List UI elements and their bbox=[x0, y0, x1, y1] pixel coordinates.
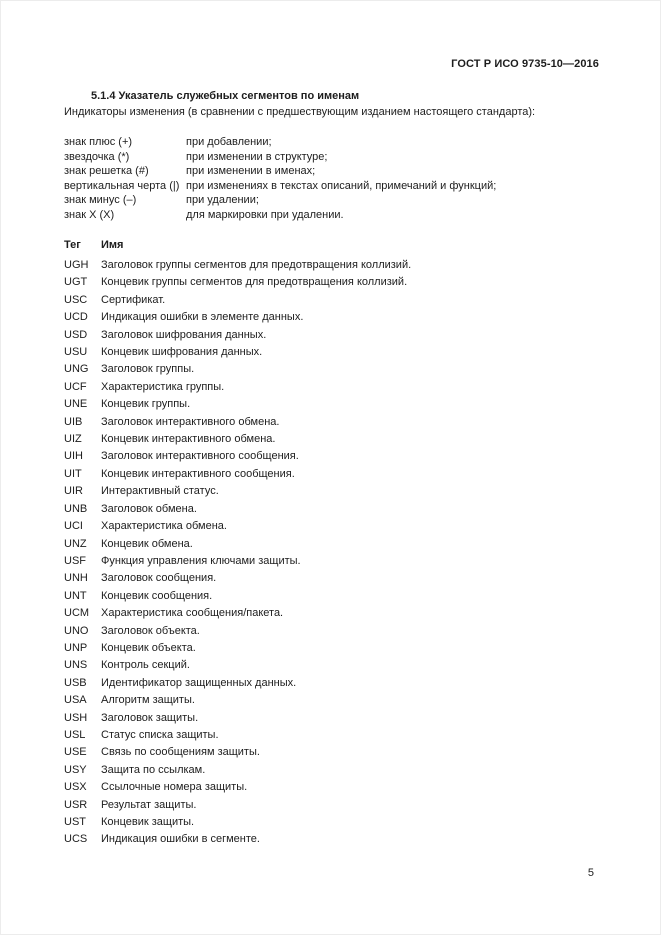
indicator-row bbox=[64, 179, 602, 194]
segment-name: Заголовок объекта. bbox=[101, 624, 200, 637]
segment-tag: UNG bbox=[64, 363, 89, 376]
segment-name: Заголовок обмена. bbox=[101, 502, 197, 515]
segment-tag: UNP bbox=[64, 641, 88, 654]
segment-name: Индикация ошибки в сегменте. bbox=[101, 833, 260, 846]
segment-tag: USA bbox=[64, 694, 87, 707]
segment-name: Концевик объекта. bbox=[101, 641, 196, 654]
segment-name: Защита по ссылкам. bbox=[101, 763, 206, 776]
segment-name: Заголовок защиты. bbox=[101, 711, 199, 724]
indicator-term: вертикальная черта (|) bbox=[64, 179, 180, 192]
segment-tag: UGH bbox=[64, 259, 89, 271]
segment-tag: UCM bbox=[64, 607, 90, 620]
segment-tag: USD bbox=[64, 328, 88, 341]
page-number: 5 bbox=[587, 867, 594, 879]
table-row bbox=[64, 257, 602, 274]
indicator-row bbox=[64, 164, 602, 179]
table-row bbox=[64, 831, 602, 848]
segment-name: Заголовок шифрования данных. bbox=[101, 328, 267, 341]
segment-name: Заголовок группы сегментов для предотвращения коллизий. bbox=[101, 259, 412, 271]
segment-tag: UIR bbox=[64, 485, 83, 498]
segments-table bbox=[64, 257, 602, 849]
table-row bbox=[64, 292, 602, 309]
segment-name: Концевик интерактивного сообщения. bbox=[101, 467, 295, 480]
table-row bbox=[64, 797, 602, 814]
indicator-term: знак X (X) bbox=[64, 208, 115, 221]
segment-name: Заголовок интерактивного сообщения. bbox=[101, 450, 299, 463]
segment-tag: USL bbox=[64, 728, 86, 741]
table-row bbox=[64, 431, 602, 448]
segment-tag: UGT bbox=[64, 276, 88, 289]
segment-name: Концевик группы сегментов для предотвращения коллизий. bbox=[101, 276, 408, 289]
table-row bbox=[64, 744, 602, 761]
segment-tag: USF bbox=[64, 554, 86, 567]
segment-tag: USU bbox=[64, 346, 88, 359]
table-row bbox=[64, 309, 602, 326]
segment-tag: UST bbox=[64, 816, 86, 828]
segment-tag: UCS bbox=[64, 833, 88, 846]
table-row bbox=[64, 640, 602, 657]
segment-tag: UNO bbox=[64, 624, 89, 637]
table-row bbox=[64, 570, 602, 587]
table-row bbox=[64, 483, 602, 500]
section-heading: 5.1.4 Указатель служебных сегментов по именам bbox=[91, 90, 360, 102]
document-header bbox=[64, 58, 599, 70]
table-row bbox=[64, 623, 602, 640]
table-row bbox=[64, 361, 602, 378]
segment-name: Ссылочные номера защиты. bbox=[101, 781, 248, 794]
segment-tag: UIB bbox=[64, 415, 83, 428]
segment-name: Контроль секций. bbox=[101, 659, 190, 672]
column-header-name: Имя bbox=[101, 239, 124, 251]
table-row bbox=[64, 414, 602, 431]
segment-tag: USY bbox=[64, 763, 87, 776]
segment-name: Концевик обмена. bbox=[101, 537, 193, 550]
segment-tag: UNT bbox=[64, 589, 87, 602]
indicator-row bbox=[64, 135, 602, 150]
page-content bbox=[64, 90, 602, 849]
indicator-row bbox=[64, 150, 602, 165]
segment-tag: UNS bbox=[64, 659, 88, 672]
standard-designation: ГОСТ Р ИСО 9735-10—2016 bbox=[451, 58, 599, 70]
table-row bbox=[64, 675, 602, 692]
segment-name: Заголовок группы. bbox=[101, 363, 195, 376]
segment-name: Концевик шифрования данных. bbox=[101, 346, 263, 359]
table-row bbox=[64, 327, 602, 344]
column-header-tag: Тег bbox=[64, 239, 81, 251]
segment-name: Связь по сообщениям защиты. bbox=[101, 746, 260, 759]
segment-tag: UCI bbox=[64, 520, 83, 533]
table-row bbox=[64, 466, 602, 483]
segment-name: Сертификат. bbox=[101, 293, 166, 306]
indicator-term: знак решетка (#) bbox=[64, 165, 149, 177]
segment-name: Алгоритм защиты. bbox=[101, 694, 195, 707]
table-row bbox=[64, 448, 602, 465]
table-row bbox=[64, 553, 602, 570]
segment-name: Концевик защиты. bbox=[101, 816, 195, 828]
indicator-term: знак плюс (+) bbox=[64, 136, 133, 148]
segment-tag: UNE bbox=[64, 398, 88, 411]
table-row bbox=[64, 501, 602, 518]
segment-tag: USC bbox=[64, 293, 88, 306]
table-row bbox=[64, 779, 602, 796]
table-row bbox=[64, 605, 602, 622]
indicator-description: при удалении; bbox=[186, 194, 259, 206]
indicator-row bbox=[64, 193, 602, 208]
segment-name: Концевик интерактивного обмена. bbox=[101, 433, 276, 446]
segment-name: Интерактивный статус. bbox=[101, 485, 219, 498]
segment-tag: UNB bbox=[64, 502, 88, 515]
segment-name: Характеристика сообщения/пакета. bbox=[101, 607, 284, 620]
table-row bbox=[64, 814, 602, 831]
segment-tag: UIH bbox=[64, 450, 83, 463]
segments-table-header bbox=[64, 237, 602, 254]
segment-name: Статус списка защиты. bbox=[101, 728, 219, 741]
indicator-term: знак минус (–) bbox=[64, 194, 137, 206]
table-row bbox=[64, 710, 602, 727]
segment-name: Концевик группы. bbox=[101, 398, 191, 411]
segment-name: Характеристика группы. bbox=[101, 380, 225, 393]
table-row bbox=[64, 588, 602, 605]
change-indicators-list bbox=[64, 135, 602, 222]
segment-name: Идентификатор защищенных данных. bbox=[101, 676, 297, 689]
intro-paragraph: Индикаторы изменения (в сравнении с предшествующим изданием настоящего стандарта): bbox=[64, 106, 536, 118]
segment-name: Характеристика обмена. bbox=[101, 520, 227, 533]
segment-tag: UIZ bbox=[64, 433, 82, 446]
table-row bbox=[64, 657, 602, 674]
table-row bbox=[64, 379, 602, 396]
indicator-description: при изменениях в текстах описаний, примечаний и функций; bbox=[186, 179, 497, 192]
segment-tag: UNH bbox=[64, 572, 88, 585]
segment-name: Функция управления ключами защиты. bbox=[101, 554, 301, 567]
segment-tag: UIT bbox=[64, 467, 82, 480]
indicator-description: при изменении в структуре; bbox=[186, 150, 328, 163]
segment-tag: UNZ bbox=[64, 537, 87, 550]
segment-tag: USR bbox=[64, 798, 88, 811]
table-row bbox=[64, 344, 602, 361]
segment-tag: USE bbox=[64, 746, 87, 759]
table-row bbox=[64, 274, 602, 291]
indicator-description: для маркировки при удалении. bbox=[186, 208, 344, 221]
indicator-description: при добавлении; bbox=[186, 136, 272, 148]
segment-tag: UCD bbox=[64, 311, 88, 324]
table-row bbox=[64, 518, 602, 535]
segment-tag: UCF bbox=[64, 380, 87, 393]
indicator-row bbox=[64, 208, 602, 223]
segment-tag: USB bbox=[64, 676, 87, 689]
segment-tag: USH bbox=[64, 711, 88, 724]
table-row bbox=[64, 536, 602, 553]
segment-name: Результат защиты. bbox=[101, 798, 197, 811]
segment-name: Индикация ошибки в элементе данных. bbox=[101, 311, 304, 324]
segment-tag: USX bbox=[64, 781, 87, 794]
segment-name: Заголовок сообщения. bbox=[101, 572, 217, 585]
indicator-description: при изменении в именах; bbox=[186, 165, 316, 177]
table-row bbox=[64, 762, 602, 779]
table-row bbox=[64, 692, 602, 709]
segment-name: Заголовок интерактивного обмена. bbox=[101, 415, 280, 428]
indicator-term: звездочка (*) bbox=[64, 150, 130, 163]
table-row bbox=[64, 727, 602, 744]
segment-name: Концевик сообщения. bbox=[101, 589, 213, 602]
table-row bbox=[64, 396, 602, 413]
